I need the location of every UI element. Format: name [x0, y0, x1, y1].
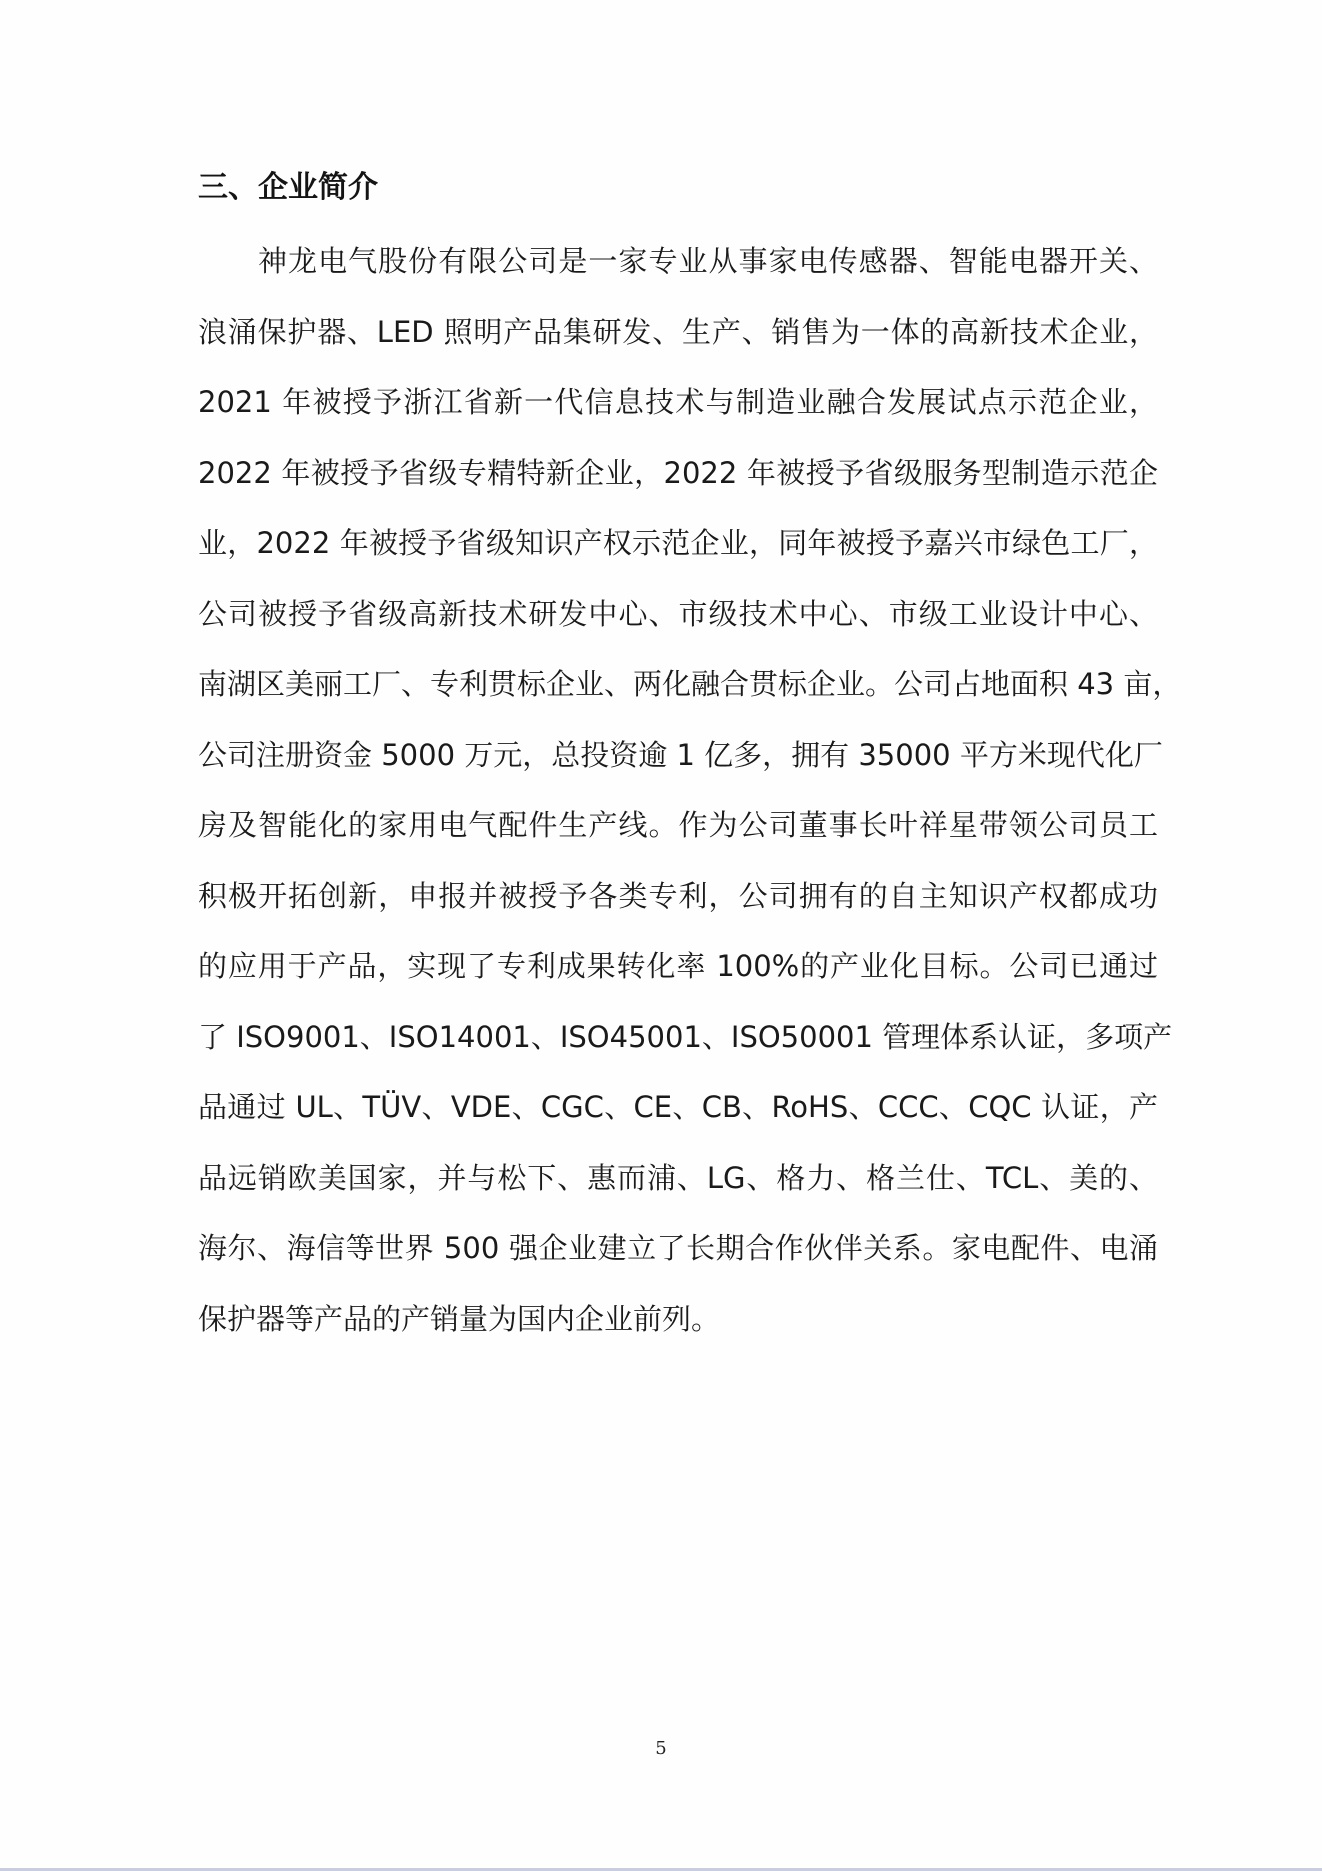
paragraph-line: 2021 年被授予浙江省新一代信息技术与制造业融合发展试点示范企业， — [198, 385, 1158, 419]
paragraph-line: 浪涌保护器、LED 照明产品集研发、生产、销售为一体的高新技术企业， — [198, 314, 1158, 349]
paragraph-line: 业，2022 年被授予省级知识产权示范企业，同年被授予嘉兴市绿色工厂， — [198, 526, 1158, 560]
paragraph-line: 2022 年被授予省级专精特新企业，2022 年被授予省级服务型制造示范企 — [198, 455, 1158, 490]
paragraph-line: 房及智能化的家用电气配件生产线。作为公司董事长叶祥星带领公司员工 — [198, 808, 1158, 842]
section-heading: 三、企业简介 — [198, 170, 378, 205]
paragraph-line: 南湖区美丽工厂、专利贯标企业、两化融合贯标企业。公司占地面积 43 亩， — [198, 667, 1182, 701]
paragraph-line: 了 ISO9001、ISO14001、ISO45001、ISO50001 管理体系认证，多项产 — [198, 1019, 1173, 1054]
paragraph-line: 公司注册资金 5000 万元，总投资逾 1 亿多，拥有 35000 平方米现代化厂 — [198, 737, 1163, 772]
paragraph-line: 品通过 UL、TÜV、VDE、CGC、CE、CB、RoHS、CCC、CQC 认证，产 — [198, 1090, 1158, 1124]
paragraph-line: 的应用于产品，实现了专利成果转化率 100%的产业化目标。公司已通过 — [198, 949, 1158, 983]
paragraph-line: 品远销欧美国家，并与松下、惠而浦、LG、格力、格兰仕、TCL、美的、 — [198, 1160, 1158, 1195]
company-profile-paragraph — [198, 226, 1182, 1354]
page-number: 5 — [655, 1738, 667, 1759]
paragraph-line: 保护器等产品的产销量为国内企业前列。 — [198, 1301, 721, 1336]
paragraph-line: 神龙电气股份有限公司是一家专业从事家电传感器、智能电器开关、 — [258, 244, 1158, 278]
paragraph-line: 公司被授予省级高新技术研发中心、市级技术中心、市级工业设计中心、 — [198, 596, 1158, 631]
paragraph-line: 海尔、海信等世界 500 强企业建立了长期合作伙伴关系。家电配件、电涌 — [198, 1231, 1158, 1265]
paragraph-line: 积极开拓创新，申报并被授予各类专利，公司拥有的自主知识产权都成功 — [198, 878, 1158, 913]
